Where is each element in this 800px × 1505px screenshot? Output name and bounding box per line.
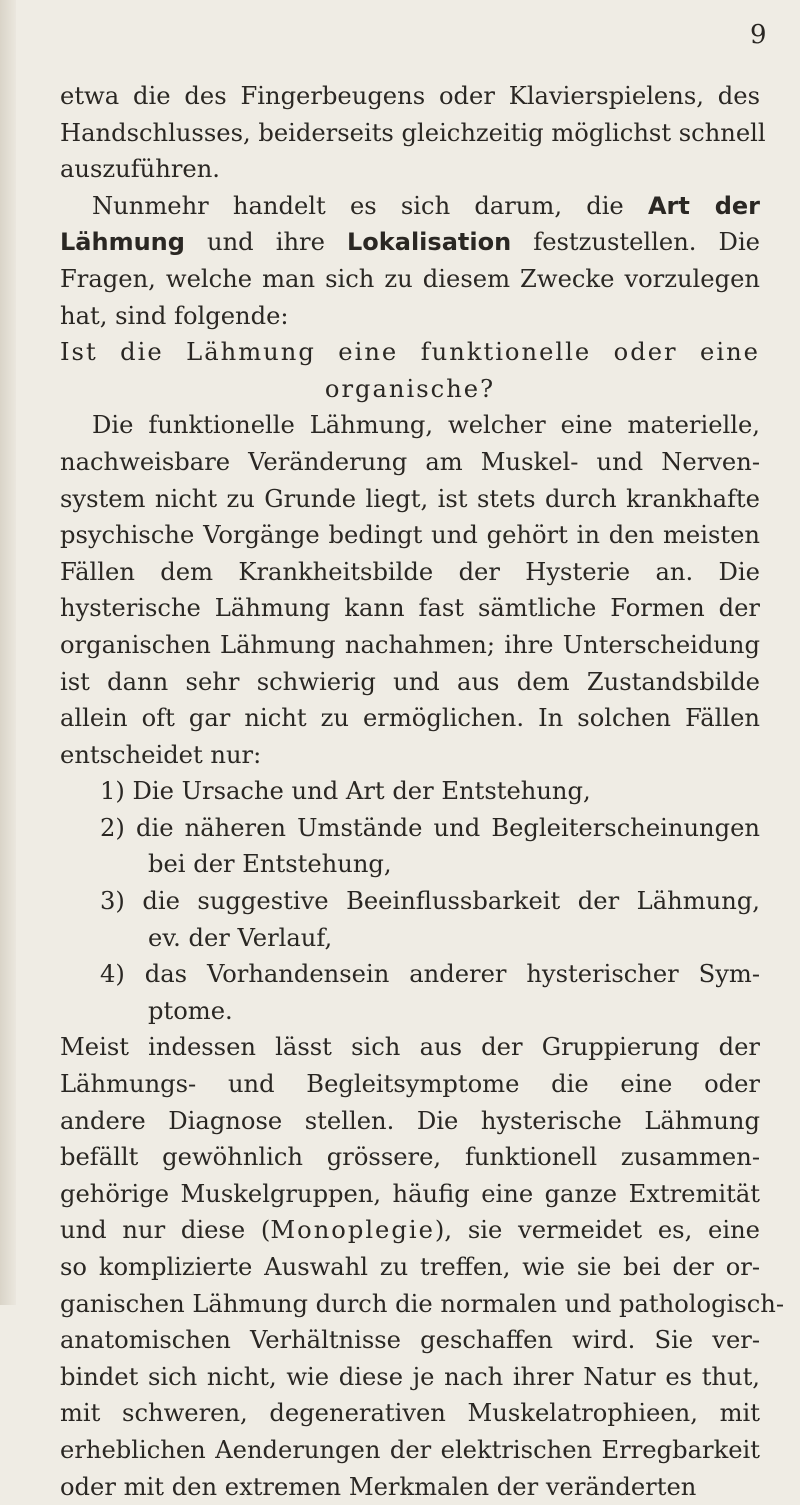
book-page [60,0,785,1501]
text-line: befällt gewöhnlich grössere, funktionell zusammen- [60,1143,760,1172]
text-line: anatomischen Verhältnisse geschaffen wird. Sie ver- [60,1326,760,1355]
paragraph-1 [60,78,766,188]
question-heading [60,334,760,407]
text-line: mit schweren, degenerativen Muskelatrophieen, mit [60,1399,760,1428]
page-gutter-shadow [0,0,16,1305]
text-line [60,224,760,261]
text-line: hysterische Lähmung kann fast sämtliche Formen der [60,594,760,623]
text-run: ), sie vermeidet es, eine [434,1216,760,1245]
list-item: 4) das Vorhandensein anderer hysterischer Sym- [100,960,760,989]
text-line: psychische Vorgänge bedingt und gehört in den meisten [60,521,760,550]
paragraph-4 [60,1029,785,1505]
text-run: festzustellen. Die [511,228,760,257]
text-line: ganischen Lähmung durch die normalen und pathologisch- [60,1289,785,1318]
list-item: 1) Die Ursache und Art der Entstehung, [100,777,591,806]
text-line: gehörige Muskelgruppen, häufig eine ganze Extremität [60,1179,760,1208]
text-line: Ist die Lähmung eine funktionelle oder eine [60,338,760,367]
text-line: auszuführen. [60,155,220,184]
emphasis-laehmung: Lähmung [60,228,185,257]
body-text [60,78,785,1505]
emphasis-lokalisation: Lokalisation [347,228,512,257]
text-line: Die funktionelle Lähmung, welcher eine materielle, [92,411,760,440]
text-line: allein oft gar nicht zu ermöglichen. In solchen Fällen [60,704,760,733]
criteria-list [60,773,760,1029]
text-run: Nunmehr handelt es sich darum, die [92,191,648,220]
emphasis-monoplegie: Monoplegie [270,1216,435,1245]
text-line: organische? [324,374,496,403]
page-number: 9 [750,20,767,50]
text-line: entscheidet nur: [60,740,262,769]
text-line: ist dann sehr schwierig und aus dem Zustandsbilde [60,667,760,696]
text-line: Handschlusses, beiderseits gleichzeitig möglichst schnell [60,118,766,147]
text-line: Fragen, welche man sich zu diesem Zwecke vorzulegen [60,264,760,293]
paragraph-3 [60,407,760,773]
text-line: Lähmungs- und Begleitsymptome die eine oder [60,1070,760,1099]
text-run: und nur diese ( [60,1216,271,1245]
text-line: Fällen dem Krankheitsbilde der Hysterie an. Die [60,557,760,586]
text-line: erheblichen Aenderungen der elektrischen Erregbarkeit [60,1435,760,1464]
list-item: 2) die näheren Umstände und Begleiterscheinungen [100,813,760,842]
list-item-continuation: ev. der Verlauf, [148,923,333,952]
paragraph-2 [60,188,760,334]
list-item: 3) die suggestive Beeinflussbarkeit der Lähmung, [100,887,760,916]
text-line: etwa die des Fingerbeugens oder Klavierspielens, des [60,82,760,110]
text-line: hat, sind folgende: [60,301,289,330]
text-line [60,188,760,225]
text-line: andere Diagnose stellen. Die hysterische Lähmung [60,1106,760,1135]
list-item-continuation: ptome. [148,996,233,1025]
text-line: nachweisbare Veränderung am Muskel- und Nerven- [60,447,760,476]
text-line: system nicht zu Grunde liegt, ist stets durch krankhafte [60,484,760,513]
text-line: Meist indessen lässt sich aus der Gruppierung der [60,1033,760,1062]
list-item-continuation: bei der Entstehung, [148,850,392,879]
emphasis-art-der: Art der [647,191,760,220]
text-line: oder mit den extremen Merkmalen der veränderten [60,1472,697,1501]
text-run: und ihre [184,228,348,257]
text-line: organischen Lähmung nachahmen; ihre Unterscheidung [60,630,760,659]
text-line: so komplizierte Auswahl zu treffen, wie sie bei der or- [60,1253,760,1281]
text-line: bindet sich nicht, wie diese je nach ihrer Natur es thut, [60,1362,760,1391]
text-line [60,1212,760,1249]
